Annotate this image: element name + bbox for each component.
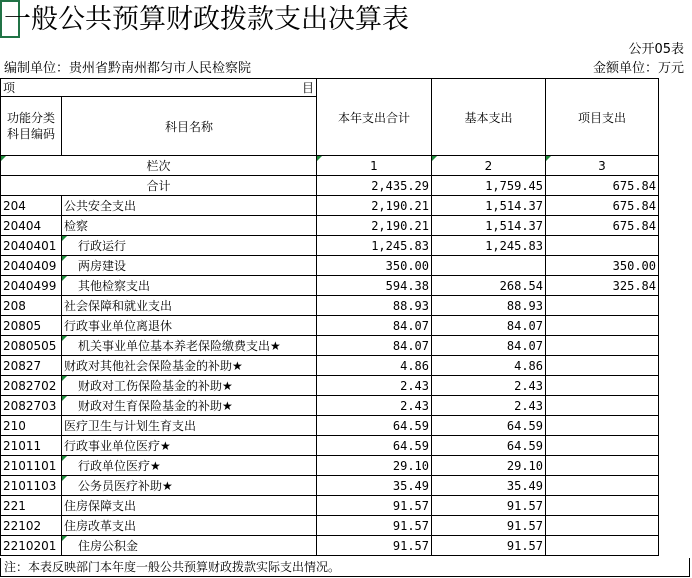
- total-project[interactable]: 675.84: [546, 176, 659, 196]
- row-name[interactable]: 行政事业单位离退休: [62, 316, 317, 336]
- row-basic[interactable]: 1,514.37: [432, 196, 546, 216]
- row-code[interactable]: 22102: [1, 516, 62, 536]
- row-project[interactable]: [546, 376, 659, 396]
- total-label[interactable]: 合计: [1, 176, 317, 196]
- row-total[interactable]: 2.43: [317, 376, 432, 396]
- table-row: [1, 256, 659, 276]
- row-total[interactable]: 2,190.21: [317, 196, 432, 216]
- compiling-unit: 编制单位：贵州省黔南州都匀市人民检察院: [4, 61, 252, 76]
- header-total[interactable]: 本年支出合计: [317, 79, 432, 156]
- row-name[interactable]: 其他检察支出: [62, 276, 317, 296]
- row-total[interactable]: 64.59: [317, 416, 432, 436]
- header-col1[interactable]: 1: [317, 156, 432, 176]
- row-basic[interactable]: 2.43: [432, 396, 546, 416]
- table-row: [1, 296, 659, 316]
- header-col2[interactable]: 2: [432, 156, 546, 176]
- row-code[interactable]: 2101103: [1, 476, 62, 496]
- row-basic[interactable]: 35.49: [432, 476, 546, 496]
- table-row: [1, 416, 659, 436]
- header-column-index-row: [1, 156, 659, 176]
- row-total[interactable]: 29.10: [317, 456, 432, 476]
- table-row: [1, 396, 659, 416]
- table-row: [1, 276, 659, 296]
- row-name[interactable]: 两房建设: [62, 256, 317, 276]
- row-total[interactable]: 84.07: [317, 316, 432, 336]
- row-total[interactable]: 2.43: [317, 396, 432, 416]
- row-total[interactable]: 4.86: [317, 356, 432, 376]
- row-code[interactable]: 2040499: [1, 276, 62, 296]
- row-code[interactable]: 210: [1, 416, 62, 436]
- unit-row: [0, 59, 692, 79]
- table-row: [1, 236, 659, 256]
- table-row: [1, 436, 659, 456]
- form-number: 公开05表: [628, 42, 684, 57]
- table-row: [1, 336, 659, 356]
- header-code[interactable]: 功能分类 科目编码: [1, 97, 62, 156]
- row-project[interactable]: [546, 436, 659, 456]
- row-project[interactable]: [546, 456, 659, 476]
- row-total[interactable]: 91.57: [317, 496, 432, 516]
- table-row: [1, 216, 659, 236]
- row-code[interactable]: 2040401: [1, 236, 62, 256]
- row-project[interactable]: [546, 296, 659, 316]
- header-item-row: [1, 79, 659, 97]
- header-item-right: 目: [301, 81, 314, 95]
- row-project[interactable]: 675.84: [546, 216, 659, 236]
- row-total[interactable]: 88.93: [317, 296, 432, 316]
- row-project[interactable]: 675.84: [546, 196, 659, 216]
- row-basic[interactable]: 268.54: [432, 276, 546, 296]
- row-code[interactable]: 20805: [1, 316, 62, 336]
- row-code[interactable]: 221: [1, 496, 62, 516]
- total-row: [1, 176, 659, 196]
- row-basic[interactable]: 84.07: [432, 336, 546, 356]
- row-basic[interactable]: 4.86: [432, 356, 546, 376]
- row-code[interactable]: 204: [1, 196, 62, 216]
- table-row: [1, 476, 659, 496]
- row-code[interactable]: 2210201: [1, 536, 62, 556]
- row-name[interactable]: 机关事业单位基本养老保险缴费支出★: [62, 336, 317, 356]
- row-basic[interactable]: 91.57: [432, 536, 546, 556]
- row-project[interactable]: [546, 316, 659, 336]
- table-row: [1, 376, 659, 396]
- row-code[interactable]: 21011: [1, 436, 62, 456]
- row-total[interactable]: 64.59: [317, 436, 432, 456]
- row-total[interactable]: 84.07: [317, 336, 432, 356]
- row-basic[interactable]: 1,245.83: [432, 236, 546, 256]
- row-name[interactable]: 行政事业单位医疗★: [62, 436, 317, 456]
- row-project[interactable]: [546, 516, 659, 536]
- header-name[interactable]: 科目名称: [62, 97, 317, 156]
- row-project[interactable]: [546, 416, 659, 436]
- table-row: [1, 316, 659, 336]
- row-code[interactable]: 20827: [1, 356, 62, 376]
- row-name[interactable]: 公务员医疗补助★: [62, 476, 317, 496]
- row-name[interactable]: 行政单位医疗★: [62, 456, 317, 476]
- row-name[interactable]: 检察: [62, 216, 317, 236]
- row-total[interactable]: 91.57: [317, 516, 432, 536]
- row-name[interactable]: 公共安全支出: [62, 196, 317, 216]
- row-code[interactable]: 20404: [1, 216, 62, 236]
- row-total[interactable]: 91.57: [317, 536, 432, 556]
- row-code[interactable]: 2040409: [1, 256, 62, 276]
- table-row: [1, 196, 659, 216]
- row-basic[interactable]: 64.59: [432, 416, 546, 436]
- row-project[interactable]: [546, 496, 659, 516]
- row-project[interactable]: [546, 336, 659, 356]
- row-name[interactable]: 社会保障和就业支出: [62, 296, 317, 316]
- amount-unit: 金额单位：万元: [592, 61, 684, 76]
- row-basic[interactable]: 29.10: [432, 456, 546, 476]
- total-basic[interactable]: 1,759.45: [432, 176, 546, 196]
- header-item-left: 项: [3, 81, 16, 95]
- total-total[interactable]: 2,435.29: [317, 176, 432, 196]
- row-project[interactable]: 350.00: [546, 256, 659, 276]
- row-basic[interactable]: 84.07: [432, 316, 546, 336]
- row-project[interactable]: [546, 396, 659, 416]
- header-item-cell[interactable]: [1, 79, 317, 97]
- row-total[interactable]: 350.00: [317, 256, 432, 276]
- row-project[interactable]: [546, 536, 659, 556]
- row-project[interactable]: 325.84: [546, 276, 659, 296]
- header-basic[interactable]: 基本支出: [432, 79, 546, 156]
- header-col3[interactable]: 3: [546, 156, 659, 176]
- row-name[interactable]: 财政对生育保险基金的补助★: [62, 396, 317, 416]
- row-code[interactable]: 208: [1, 296, 62, 316]
- page-title: 一般公共预算财政拨款支出决算表: [4, 4, 409, 35]
- table-row: [1, 456, 659, 476]
- row-total[interactable]: 35.49: [317, 476, 432, 496]
- row-name[interactable]: 医疗卫生与计划生育支出: [62, 416, 317, 436]
- row-name[interactable]: 财政对工伤保险基金的补助★: [62, 376, 317, 396]
- footnote: 注：本表反映部门本年度一般公共预算财政拨款实际支出情况。: [0, 558, 690, 577]
- row-name[interactable]: 住房公积金: [62, 536, 317, 556]
- row-project[interactable]: [546, 356, 659, 376]
- row-basic[interactable]: [432, 256, 546, 276]
- row-basic[interactable]: 91.57: [432, 496, 546, 516]
- row-project[interactable]: [546, 236, 659, 256]
- row-basic[interactable]: 1,514.37: [432, 216, 546, 236]
- row-basic[interactable]: 64.59: [432, 436, 546, 456]
- row-code[interactable]: 2082703: [1, 396, 62, 416]
- row-project[interactable]: [546, 476, 659, 496]
- row-total[interactable]: 594.38: [317, 276, 432, 296]
- row-total[interactable]: 2,190.21: [317, 216, 432, 236]
- row-basic[interactable]: 2.43: [432, 376, 546, 396]
- row-name[interactable]: 住房改革支出: [62, 516, 317, 536]
- table-row: [1, 356, 659, 376]
- row-code[interactable]: 2101101: [1, 456, 62, 476]
- row-total[interactable]: 1,245.83: [317, 236, 432, 256]
- table-row: [1, 516, 659, 536]
- row-code[interactable]: 2082702: [1, 376, 62, 396]
- header-row-label[interactable]: 栏次: [1, 156, 317, 176]
- table-row: [1, 536, 659, 556]
- header-project[interactable]: 项目支出: [546, 79, 659, 156]
- row-basic[interactable]: 91.57: [432, 516, 546, 536]
- row-name[interactable]: 住房保障支出: [62, 496, 317, 516]
- table-row: [1, 496, 659, 516]
- expenditure-table: [0, 78, 659, 556]
- row-name[interactable]: 财政对其他社会保险基金的补助★: [62, 356, 317, 376]
- row-name[interactable]: 行政运行: [62, 236, 317, 256]
- row-code[interactable]: 2080505: [1, 336, 62, 356]
- row-basic[interactable]: 88.93: [432, 296, 546, 316]
